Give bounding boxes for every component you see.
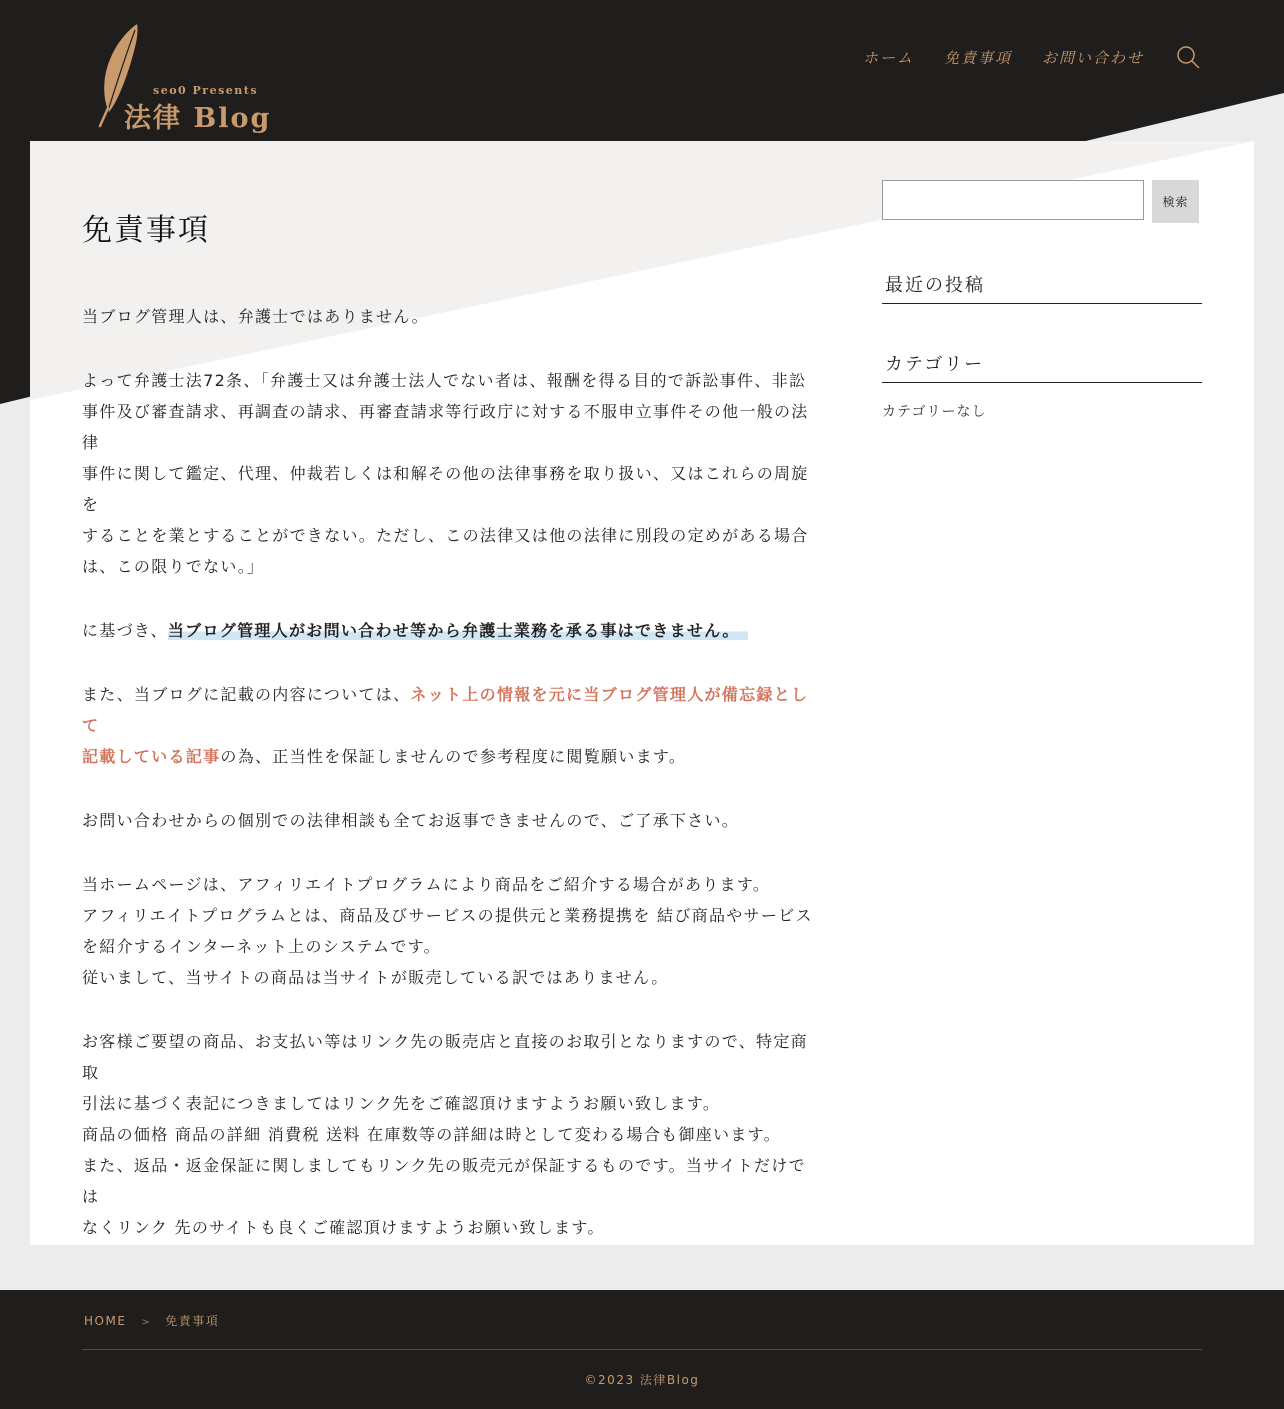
page-title: 免責事項 <box>82 213 210 248</box>
paragraph-not-lawyer: 当ブログ管理人は、弁護士ではありません。 <box>82 307 429 326</box>
nav-contact[interactable]: お問い合わせ <box>1041 48 1144 67</box>
site-logo[interactable] <box>95 22 272 134</box>
paragraph-lawyer-act: よって弁護士法72条、「弁護士又は弁護士法人でない者は、報酬を得る目的で訴訟事件、非訟 事件及び審査請求、再調査の請求、再審査請求等行政庁に対する不服申立事件その他一般の法律 事件に関して鑑定、代理、仲裁若しくは和解その他の法律事務を取り扱い、又はこれらの周旋を することを業とすることができない。ただし、この法律又は他の法律に別段の定めがある場合 は、この限りでない。」 <box>82 371 809 576</box>
search-input[interactable] <box>882 180 1144 220</box>
accent-text: 記載している記事 <box>82 747 221 766</box>
sidebar-search-form <box>882 180 1202 223</box>
main-content <box>82 141 822 1245</box>
nav-home[interactable]: ホーム <box>862 48 914 67</box>
logo-title: 法律 Blog <box>124 103 272 134</box>
paragraph-no-legal-service: に基づき、当ブログ管理人がお問い合わせ等から弁護士業務を承る事はできません。 <box>82 615 822 646</box>
paragraph-purchase-terms: お客様ご要望の商品、お支払い等はリンク先の販売店と直接のお取引となりますので、特定商取 引法に基づく表記につきましてはリンク先をご確認頂けますようお願い致します。 商品の価格 商品の詳細 消費税 送料 在庫数等の詳細は時として変わる場合も御座います。 また、返品・返金保証に関しましてもリンク先の販売元が保証するものです。当サイトだけでは なくリンク 先のサイトも良くご確認頂けますようお願い致します。 <box>82 1032 808 1237</box>
content-card <box>30 141 1254 1245</box>
recent-posts-heading: 最近の投稿 <box>882 271 1202 304</box>
breadcrumb-current: 免責事項 <box>165 1314 220 1328</box>
highlighted-notice: 当ブログ管理人がお問い合わせ等から弁護士業務を承る事はできません。 <box>168 621 748 640</box>
categories-empty-text: カテゴリーなし <box>882 404 987 420</box>
footer-divider <box>82 1349 1202 1350</box>
article-body <box>82 301 822 1245</box>
breadcrumb-separator: > <box>141 1317 152 1328</box>
logo-subtitle: seo0 Presents <box>153 84 259 97</box>
site-header <box>0 0 1284 141</box>
paragraph-accuracy: また、当ブログに記載の内容については、ネット上の情報を元に当ブログ管理人が備忘録として 記載している記事の為、正当性を保証しませんので参考程度に閲覧願います。 <box>82 685 809 766</box>
paragraph-affiliate: 当ホームページは、アフィリエイトプログラムにより商品をご紹介する場合があります。 アフィリエイトプログラムとは、商品及びサービスの提供元と業務提携を 結び商品やサービス を紹介するインターネット上のシステムです。 従いまして、当サイトの商品は当サイトが販売している訳ではありません。 <box>82 875 813 987</box>
search-button[interactable]: 検索 <box>1152 180 1199 223</box>
paragraph-no-consultation: お問い合わせからの個別での法律相談も全てお返事できませんので、ご了承下さい。 <box>82 811 740 830</box>
breadcrumb <box>84 1312 219 1329</box>
accent-text: ネット上の情報を元に当ブログ管理人が備忘録として <box>82 685 809 735</box>
site-footer <box>0 1290 1284 1409</box>
breadcrumb-home-link[interactable]: HOME <box>84 1314 127 1328</box>
sidebar <box>882 180 1202 421</box>
nav-disclaimer[interactable]: 免責事項 <box>943 48 1012 67</box>
copyright: ©2023 法律Blog <box>584 1373 700 1387</box>
search-icon[interactable] <box>1176 45 1200 69</box>
global-nav <box>833 45 1200 69</box>
categories-heading: カテゴリー <box>882 350 1202 383</box>
